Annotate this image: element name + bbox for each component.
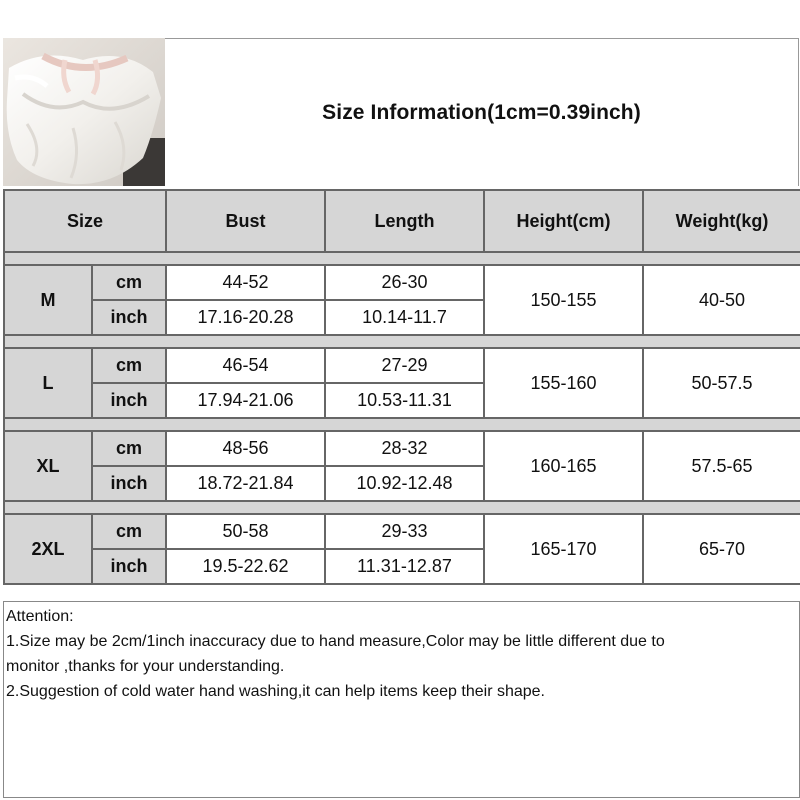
header-weight: Weight(kg) bbox=[643, 190, 800, 252]
length-inch-xl: 10.92-12.48 bbox=[325, 466, 484, 501]
unit-cm: cm bbox=[92, 514, 166, 549]
length-inch-2xl: 11.31-12.87 bbox=[325, 549, 484, 584]
unit-inch: inch bbox=[92, 549, 166, 584]
white-satin-top-icon bbox=[3, 38, 165, 186]
length-inch-m: 10.14-11.7 bbox=[325, 300, 484, 335]
bust-inch-xl: 18.72-21.84 bbox=[166, 466, 325, 501]
height-2xl: 165-170 bbox=[484, 514, 643, 584]
weight-m: 40-50 bbox=[643, 265, 800, 335]
length-cm-l: 27-29 bbox=[325, 348, 484, 383]
unit-cm: cm bbox=[92, 348, 166, 383]
table-row bbox=[4, 265, 800, 300]
unit-cm: cm bbox=[92, 265, 166, 300]
table-row bbox=[4, 514, 800, 549]
bust-cm-2xl: 50-58 bbox=[166, 514, 325, 549]
bust-inch-l: 17.94-21.06 bbox=[166, 383, 325, 418]
bust-cm-m: 44-52 bbox=[166, 265, 325, 300]
weight-l: 50-57.5 bbox=[643, 348, 800, 418]
header-height: Height(cm) bbox=[484, 190, 643, 252]
attention-notes bbox=[3, 601, 800, 798]
length-cm-xl: 28-32 bbox=[325, 431, 484, 466]
unit-cm: cm bbox=[92, 431, 166, 466]
size-2xl-label: 2XL bbox=[4, 514, 92, 584]
header-size: Size bbox=[4, 190, 166, 252]
weight-2xl: 65-70 bbox=[643, 514, 800, 584]
length-cm-2xl: 29-33 bbox=[325, 514, 484, 549]
bust-inch-m: 17.16-20.28 bbox=[166, 300, 325, 335]
row-gap bbox=[4, 252, 800, 265]
row-gap bbox=[4, 418, 800, 431]
unit-inch: inch bbox=[92, 466, 166, 501]
header-bust: Bust bbox=[166, 190, 325, 252]
header-length: Length bbox=[325, 190, 484, 252]
note-line-2: 2.Suggestion of cold water hand washing,it can help items keep their shape. bbox=[6, 683, 545, 700]
note-line-1a: 1.Size may be 2cm/1inch inaccuracy due to hand measure,Color may be little different due to bbox=[6, 633, 665, 650]
length-cm-m: 26-30 bbox=[325, 265, 484, 300]
unit-inch: inch bbox=[92, 300, 166, 335]
size-l-label: L bbox=[4, 348, 92, 418]
title-cell bbox=[165, 38, 799, 186]
bust-cm-xl: 48-56 bbox=[166, 431, 325, 466]
weight-xl: 57.5-65 bbox=[643, 431, 800, 501]
size-xl-label: XL bbox=[4, 431, 92, 501]
height-xl: 160-165 bbox=[484, 431, 643, 501]
row-gap bbox=[4, 335, 800, 348]
bust-inch-2xl: 19.5-22.62 bbox=[166, 549, 325, 584]
row-gap bbox=[4, 501, 800, 514]
table-header-row bbox=[4, 190, 800, 252]
size-table bbox=[3, 189, 800, 585]
notes-heading: Attention: bbox=[6, 608, 74, 625]
height-l: 155-160 bbox=[484, 348, 643, 418]
table-row bbox=[4, 431, 800, 466]
table-row bbox=[4, 348, 800, 383]
height-m: 150-155 bbox=[484, 265, 643, 335]
note-line-1b: monitor ,thanks for your understanding. bbox=[6, 658, 285, 675]
page-title: Size Information(1cm=0.39inch) bbox=[322, 100, 641, 124]
size-m-label: M bbox=[4, 265, 92, 335]
bust-cm-l: 46-54 bbox=[166, 348, 325, 383]
product-photo bbox=[3, 38, 165, 186]
unit-inch: inch bbox=[92, 383, 166, 418]
length-inch-l: 10.53-11.31 bbox=[325, 383, 484, 418]
